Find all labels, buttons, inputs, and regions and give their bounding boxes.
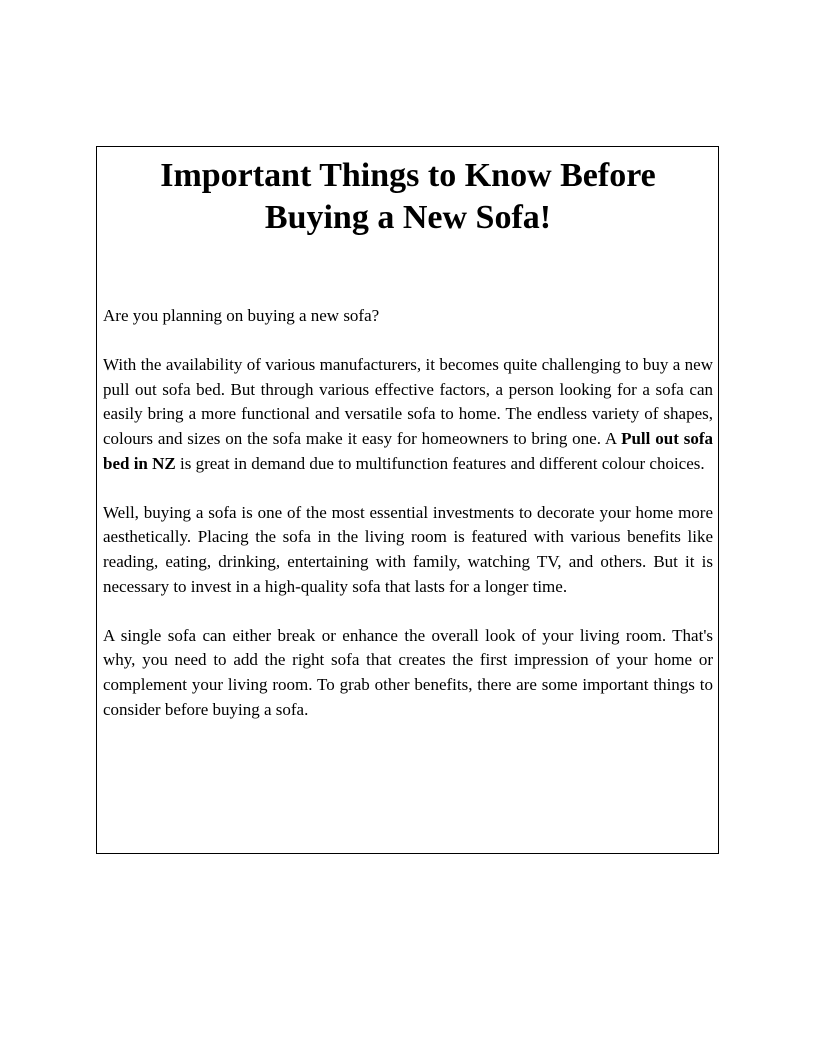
pull-out-sofa-bed-keyword: Pull out sofa bed in NZ [103, 428, 713, 473]
article-body [103, 304, 713, 747]
paragraph-manufacturers [103, 353, 713, 476]
title-line-1: Important Things to Know Before [160, 157, 656, 194]
title-line-2: Buying a New Sofa! [264, 199, 552, 236]
paragraph-living-room: A single sofa can either break or enhance the overall look of your living room. That's why, you need to add the right sofa that creates the first impression of your home or complement your living room. To grab other benefits, there are some important things to consider before buying a sofa. [103, 625, 713, 719]
page-title [0, 155, 816, 239]
paragraph-manufacturers-text-end: is great in demand due to multifunction features and different colour choices. [175, 453, 705, 473]
paragraph-investment: Well, buying a sofa is one of the most essential investments to decorate your home more aesthetically. Placing the sofa in the living room is featured with various benefits like reading, eating, drinking, entertaining with family, watching TV, and others. But it is necessary to invest in a high-quality sofa that lasts for a longer time. [103, 502, 713, 596]
paragraph-intro: Are you planning on buying a new sofa? [103, 306, 380, 325]
paragraph-manufacturers-text-start: With the availability of various manufacturers, it becomes quite challenging to buy a new pull out sofa bed. But through various effective factors, a person looking for a sofa can easily bring a more functional and versatile sofa to home. The endless variety of shapes, colours and sizes on the sofa make it easy for homeowners to bring one. A [103, 355, 713, 448]
